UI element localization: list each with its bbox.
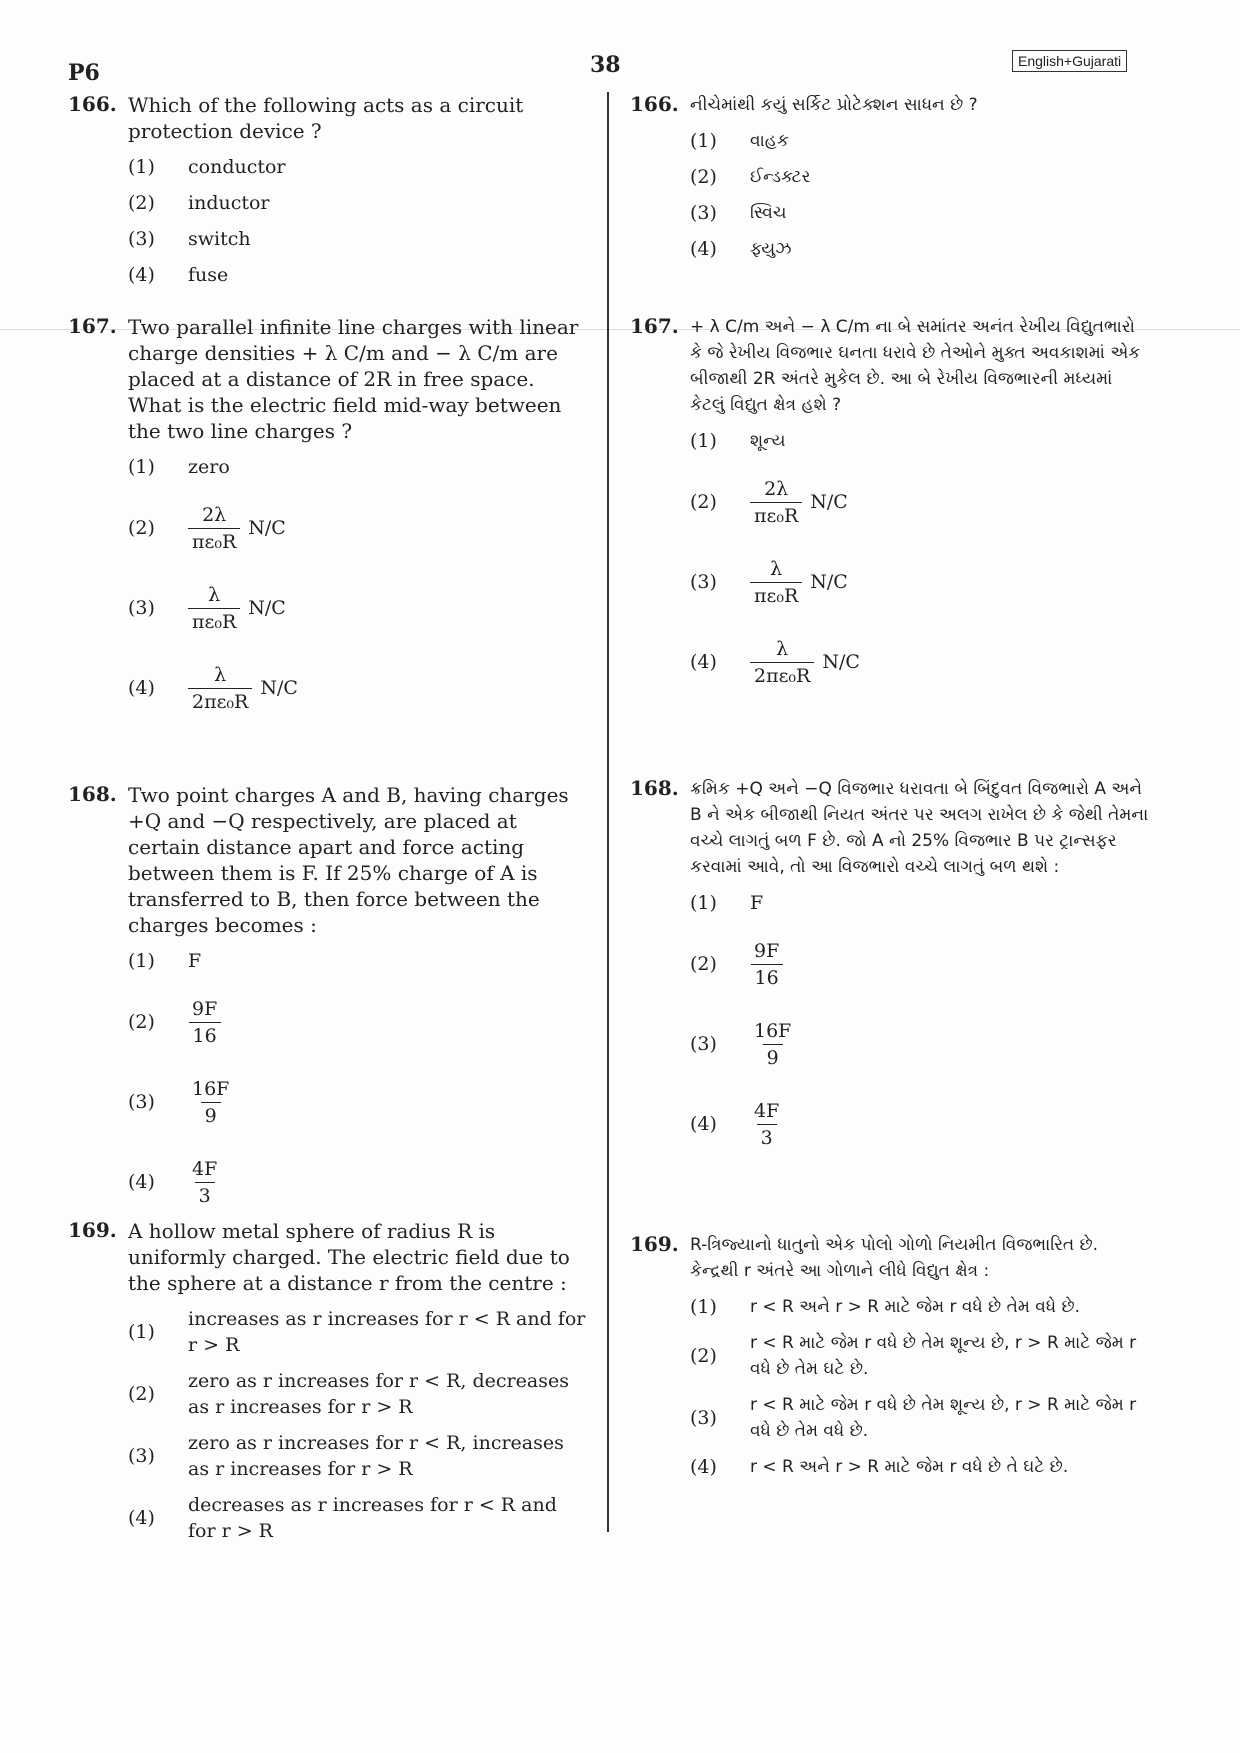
option-2[interactable]: (2) inductor (128, 192, 270, 214)
question-text: નીચેમાંથી કયું સર્કિટ પ્રોટેક્શન સાધન છે ? (690, 95, 978, 115)
question-text: + λ C/m અને − λ C/m ના બે સમાંતર અનંત રેખીય વિદ્યુતભારો કે જે રેખીય વિજભાર ઘનતા ધરાવે છે તેઓને મુક્ત અવકાશમાં એક બીજાથી 2R અંતરે મુકેલ છે. આ બે રેખીય વિજભારની મધ્યમાં કેટલું વિદ્યુત ક્ષેત્ર હશે ? (690, 317, 1141, 415)
fraction: $\frac{\lambda}{\text{πε₀R}}$ (750, 558, 802, 607)
option-4[interactable]: (4) ફ્યુઝ (690, 238, 792, 260)
question-text: Which of the following acts as a circuit protection device ? (128, 93, 524, 143)
option-1[interactable]: (1) F (128, 950, 202, 972)
question-167-gu (630, 314, 1150, 694)
option-3[interactable]: (3) સ્વિચ (690, 202, 787, 224)
option-1[interactable]: (1) increases as r increases for r < R and for r > R (128, 1308, 586, 1356)
option-2[interactable]: (2) r < R માટે જેમ r વધે છે તેમ શૂન્ય છે, r > R માટે જેમ r વધે છે તેમ ઘટે છે. (690, 1333, 1137, 1379)
option-1[interactable]: (1) r < R અને r > R માટે જેમ r વધે છે તેમ વધે છે. (690, 1296, 1081, 1318)
fraction: $\frac{\lambda}{\text{πε₀R}}$ (188, 584, 240, 633)
option-1[interactable]: (1) zero (128, 456, 230, 478)
question-number: 167. (630, 314, 679, 338)
fraction: $\frac{9F}{16}$ (750, 940, 783, 989)
option-3[interactable]: (3) $\frac{16F}{9}$ (690, 1012, 1150, 1076)
fraction: $\frac{\lambda}{\text{2πε₀R}}$ (750, 638, 814, 687)
fraction: $\frac{\lambda}{\text{2πε₀R}}$ (188, 664, 252, 713)
option-3[interactable]: (3) zero as r increases for r < R, increases as r increases for r > R (128, 1432, 564, 1480)
option-4[interactable]: (4) $\frac{4F}{3}$ (690, 1092, 1150, 1156)
option-3[interactable]: (3) switch (128, 228, 251, 250)
question-text: R-ત્રિજ્યાનો ધાતુનો એક પોલો ગોળો નિયમીત વિજભારિત છે. કેન્દ્રથી r અંતરે આ ગોળાને લીધે વિદ્યુત ક્ષેત્ર : (690, 1235, 1099, 1281)
fraction: $\frac{16F}{9}$ (754, 1019, 792, 1069)
option-2[interactable]: (2) $\frac{2\lambda}{\text{πε₀R}}$ N/C (128, 503, 286, 553)
option-2[interactable]: (2) $\frac{9F}{16}$ (690, 932, 1150, 996)
option-1[interactable]: (1) શૂન્ય (690, 430, 786, 452)
language-label: English+Gujarati (1012, 50, 1127, 72)
question-text: Two parallel infinite line charges with linear charge densities + λ C/m and − λ C/m are placed at a distance of 2R in free space. What is the electric field mid-way between the two line charges ? (128, 315, 579, 443)
question-167-en (68, 314, 588, 720)
question-number: 166. (630, 92, 679, 116)
option-2[interactable]: (2) $\frac{2\lambda}{\text{πε₀R}}$ N/C (690, 477, 848, 527)
option-1[interactable]: (1) conductor (128, 156, 286, 178)
fraction: $\frac{2\lambda}{\text{πε₀R}}$ (188, 504, 240, 553)
option-2[interactable]: (2) zero as r increases for r < R, decreases as r increases for r > R (128, 1370, 569, 1418)
option-4[interactable]: (4) $\frac{\lambda}{\text{2πε₀R}}$ N/C (128, 663, 298, 713)
question-168-gu (630, 776, 1150, 1156)
option-3[interactable]: (3) $\frac{16F}{9}$ (128, 1070, 588, 1134)
question-166-en (68, 92, 588, 288)
option-3[interactable]: (3) r < R માટે જેમ r વધે છે તેમ શૂન્ય છે, r > R માટે જેમ r વધે છે તેમ વધે છે. (690, 1395, 1137, 1441)
question-text: Two point charges A and B, having charges +Q and −Q respectively, are placed at certain distance apart and force acting between them is F. If 25% charge of A is transferred to B, then force between the charges becomes : (128, 783, 569, 937)
question-169-en (68, 1218, 588, 1544)
fraction: $\frac{9F}{16}$ (188, 998, 221, 1047)
booklet-code: P6 (68, 60, 100, 86)
question-169-gu (630, 1232, 1150, 1480)
option-3[interactable]: (3) $\frac{\lambda}{\text{πε₀R}}$ N/C (128, 583, 286, 633)
fraction: $\frac{2\lambda}{\text{πε₀R}}$ (750, 478, 802, 527)
option-4[interactable]: (4) decreases as r increases for r < R and for r > R (128, 1494, 557, 1542)
option-2[interactable]: (2) $\frac{9F}{16}$ (128, 990, 588, 1054)
option-2[interactable]: (2) ઈન્ડક્ટર (690, 166, 811, 188)
page-number: 38 (590, 52, 621, 78)
fraction: $\frac{16F}{9}$ (192, 1077, 230, 1127)
question-number: 169. (68, 1218, 117, 1242)
column-divider (607, 92, 609, 1532)
question-number: 168. (630, 776, 679, 800)
question-168-en (68, 782, 588, 1214)
option-4[interactable]: (4) fuse (128, 264, 229, 286)
question-166-gu (630, 92, 1150, 262)
fraction: $\frac{4F}{3}$ (754, 1099, 780, 1149)
option-4[interactable]: (4) $\frac{4F}{3}$ (128, 1150, 588, 1214)
question-text: ક્રમિક +Q અને −Q વિજભાર ધરાવતા બે બિંદુવત વિજભારો A અને B ને એક બીજાથી નિયત અંતર પર અલગ રાખેલ છે કે જેથી તેમના વચ્ચે લાગતું બળ F છે. જો A નો 25% વિજભાર B પર ટ્રાન્સફર કરવામાં આવે, તો આ વિજભારો વચ્ચે લાગતું બળ થશે : (690, 779, 1149, 877)
fraction: $\frac{4F}{3}$ (192, 1157, 218, 1207)
question-number: 166. (68, 92, 117, 116)
question-number: 169. (630, 1232, 679, 1256)
question-number: 168. (68, 782, 117, 806)
option-3[interactable]: (3) $\frac{\lambda}{\text{πε₀R}}$ N/C (690, 557, 848, 607)
question-text: A hollow metal sphere of radius R is uniformly charged. The electric field due to the sphere at a distance r from the centre : (128, 1219, 570, 1295)
option-4[interactable]: (4) $\frac{\lambda}{\text{2πε₀R}}$ N/C (690, 637, 860, 687)
option-1[interactable]: (1) વાહક (690, 130, 789, 152)
option-4[interactable]: (4) r < R અને r > R માટે જેમ r વધે છે તે ઘટે છે. (690, 1456, 1069, 1478)
option-1[interactable]: (1) F (690, 892, 764, 914)
question-number: 167. (68, 314, 117, 338)
